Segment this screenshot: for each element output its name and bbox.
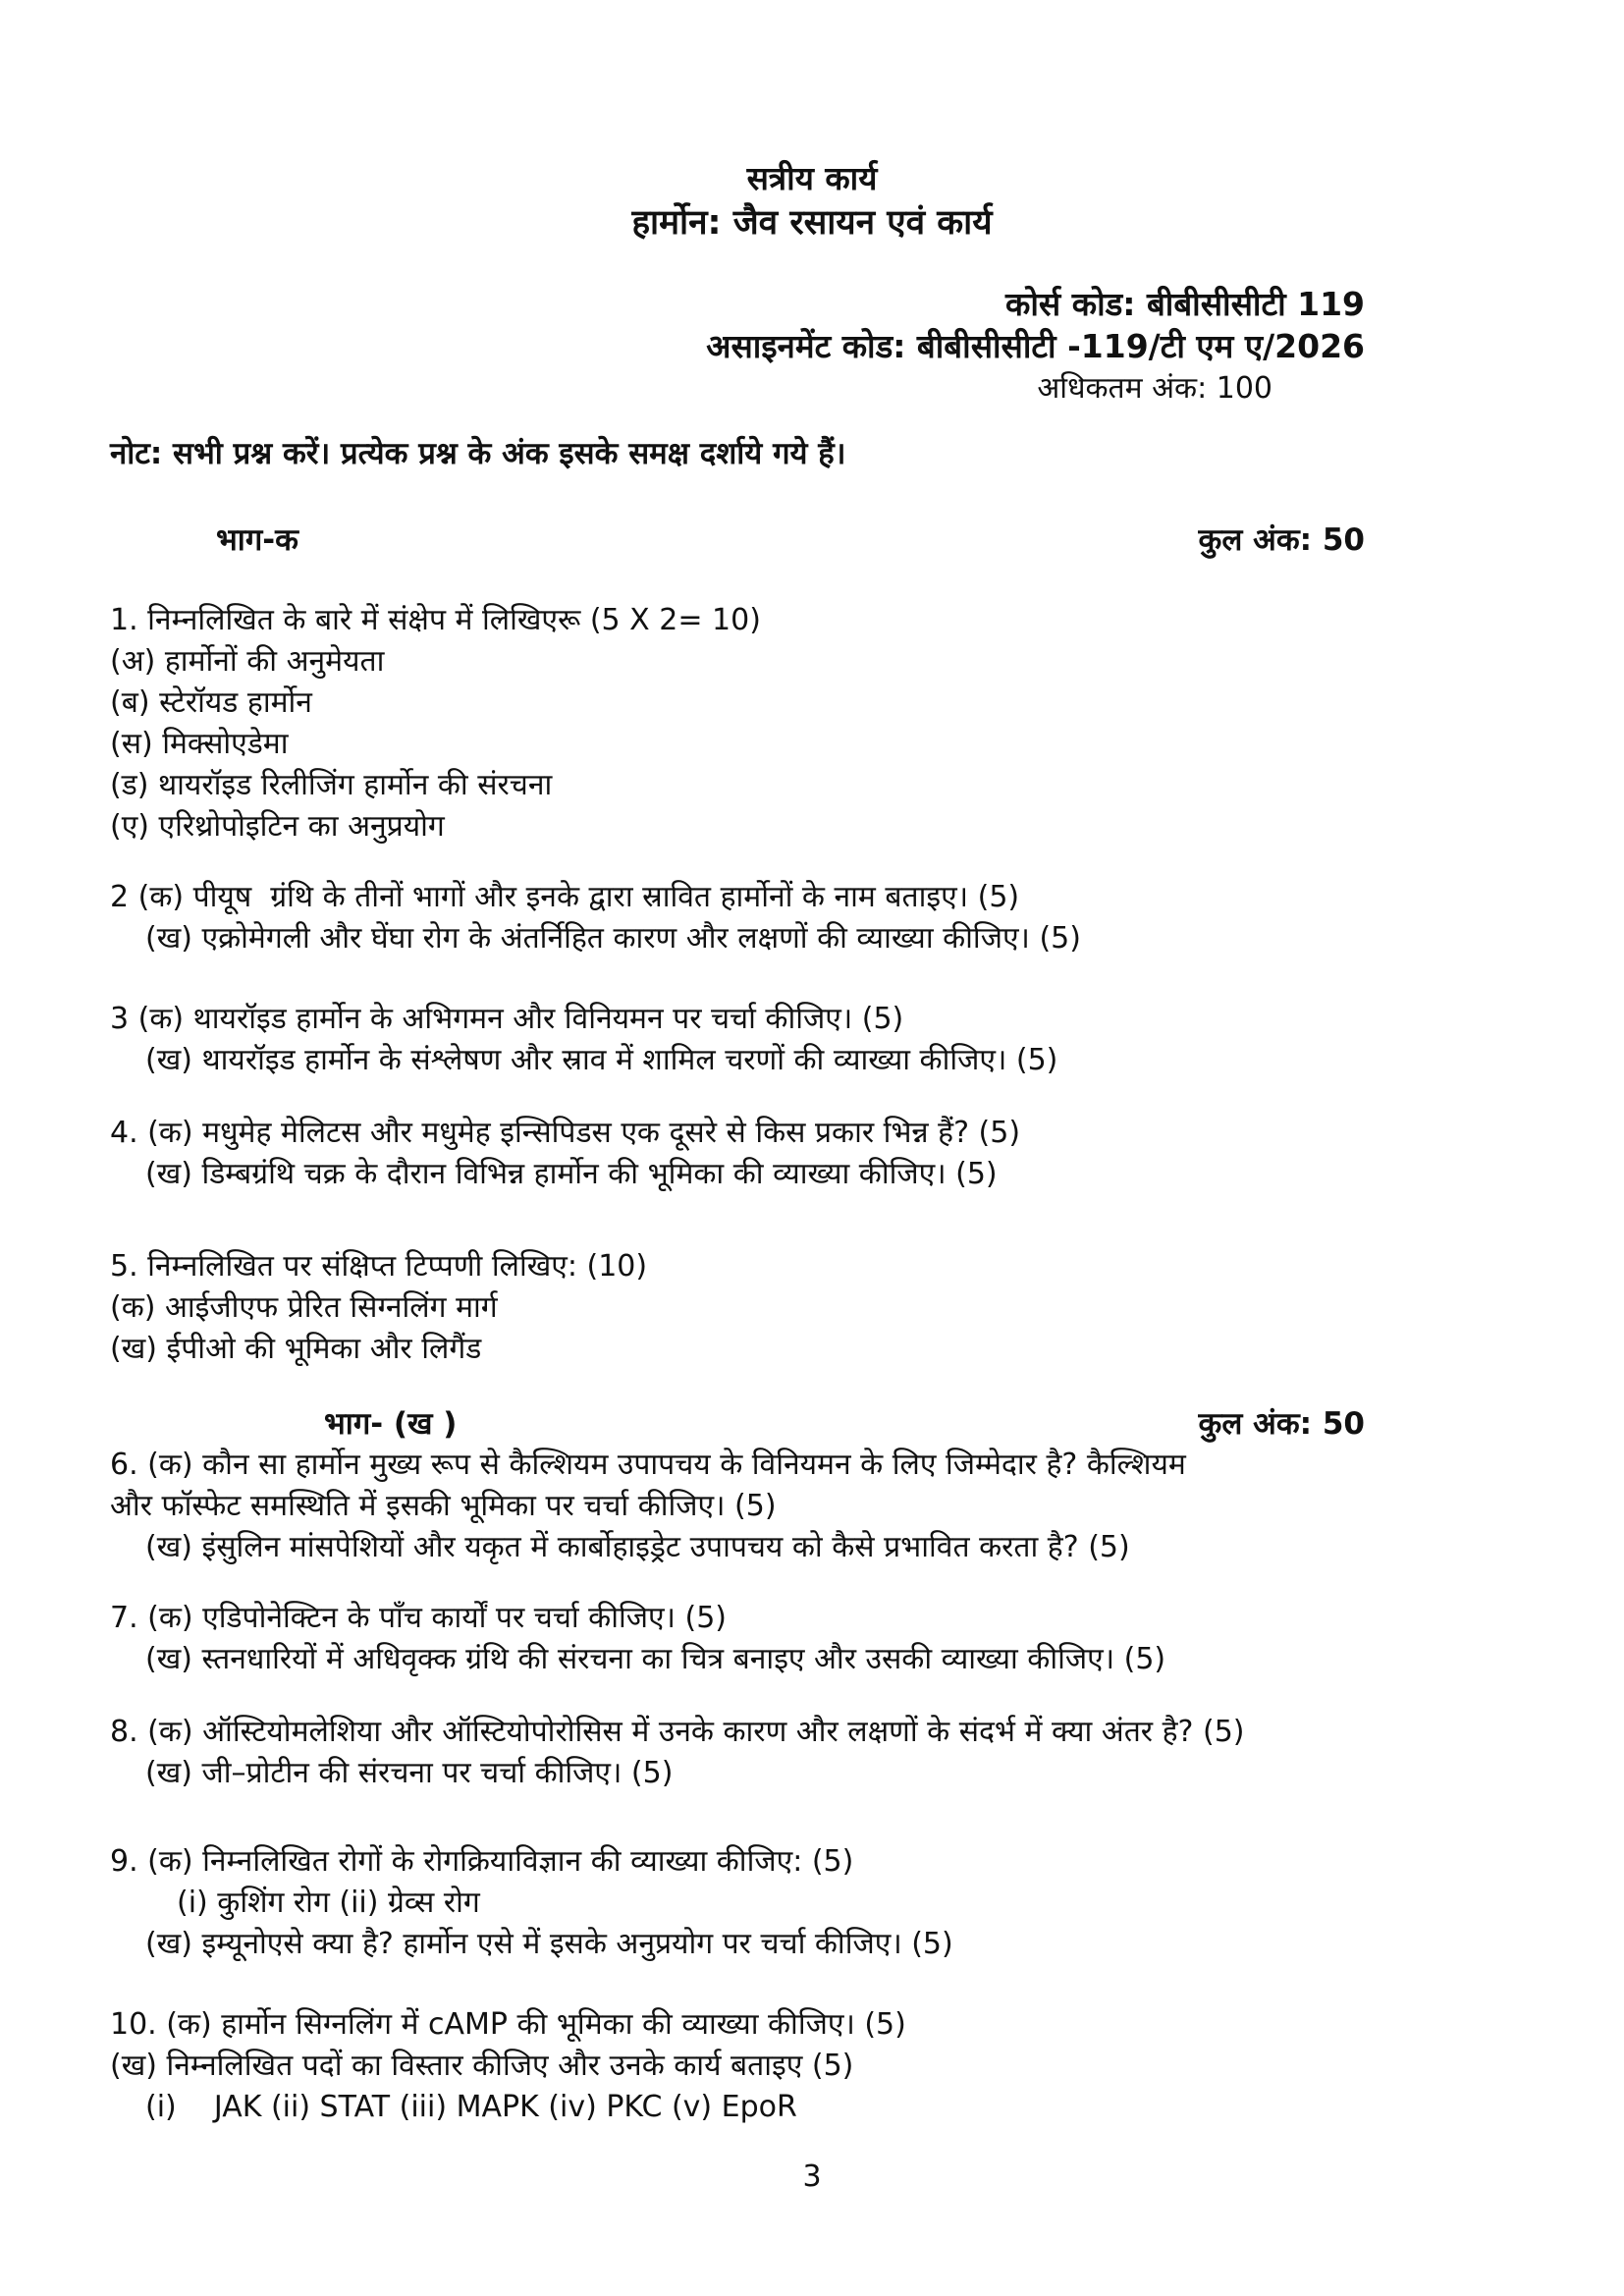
part-b-header bbox=[0, 1403, 1624, 1445]
question-1 bbox=[110, 600, 1565, 847]
questions-part-a bbox=[0, 600, 1624, 1370]
questions-part-b bbox=[0, 1445, 1624, 2128]
question-1-item-e: (ए) एरिथ्रोपोइटिन का अनुप्रयोग bbox=[110, 809, 445, 844]
question-5 bbox=[110, 1246, 1565, 1370]
question-6a-line2: और फॉस्फेट समस्थिति में इसकी भूमिका पर चर्चा कीजिए। (5) bbox=[110, 1489, 777, 1523]
document-title: सत्रीय कार्य bbox=[746, 159, 878, 197]
part-b-total-marks: कुल अंक: 50 bbox=[1198, 1406, 1365, 1442]
question-9a-items: (i) कुशिंग रोग (ii) ग्रेव्स रोग bbox=[177, 1886, 480, 1920]
codes-block bbox=[0, 283, 1365, 410]
question-9a: 9. (क) निम्नलिखित रोगों के रोगक्रियाविज्ञान की व्याख्या कीजिए: (5) bbox=[110, 1844, 854, 1879]
question-8a: 8. (क) ऑस्टियोमलेशिया और ऑस्टियोपोरोसिस में उनके कारण और लक्षणों के संदर्भ में क्या अंतर है? (5) bbox=[110, 1715, 1245, 1749]
question-1-item-d: (ड) थायरॉइड रिलीजिंग हार्मोन की संरचना bbox=[110, 768, 553, 802]
part-a-header bbox=[0, 519, 1624, 561]
course-code: कोर्स कोड: बीबीसीसीटी 119 bbox=[1005, 285, 1365, 323]
question-2b: (ख) एक्रोमेगली और घेंघा रोग के अंतर्निहित कारण और लक्षणों की व्याख्या कीजिए। (5) bbox=[145, 921, 1081, 956]
question-10a: 10. (क) हार्मोन सिग्नलिंग में cAMP की भूमिका की व्याख्या कीजिए। (5) bbox=[110, 2007, 906, 2042]
question-4 bbox=[110, 1113, 1565, 1195]
question-3a: 3 (क) थायरॉइड हार्मोन के अभिगमन और विनियमन पर चर्चा कीजिए। (5) bbox=[110, 1002, 904, 1036]
question-2 bbox=[110, 877, 1565, 959]
question-6b: (ख) इंसुलिन मांसपेशियों और यकृत में कार्बोहाइड्रेट उपापचय को कैसे प्रभावित करता है? (5) bbox=[145, 1530, 1130, 1564]
question-1-item-c: (स) मिक्सोएडेमा bbox=[110, 727, 289, 761]
question-10b-items: (i) JAK (ii) STAT (iii) MAPK (iv) PKC (v) EpoR bbox=[145, 2090, 797, 2124]
question-5-item-b: (ख) ईपीओ की भूमिका और लिगैंड bbox=[110, 1332, 482, 1366]
question-4b: (ख) डिम्बग्रंथि चक्र के दौरान विभिन्न हार्मोन की भूमिका की व्याख्या कीजिए। (5) bbox=[145, 1157, 998, 1191]
assignment-code: असाइनमेंट कोड: बीबीसीसीटी -119/टी एम ए/2026 bbox=[706, 327, 1365, 365]
question-6a-line1: 6. (क) कौन सा हार्मोन मुख्य रूप से कैल्शियम उपापचय के विनियमन के लिए जिम्मेदार है? कैल्शियम bbox=[110, 1448, 1186, 1482]
question-4a: 4. (क) मधुमेह मेलिटस और मधुमेह इन्सिपिडस एक दूसरे से किस प्रकार भिन्न हैं? (5) bbox=[110, 1116, 1021, 1150]
question-9b: (ख) इम्यूनोएसे क्या है? हार्मोन एसे में इसके अनुप्रयोग पर चर्चा कीजिए। (5) bbox=[145, 1927, 953, 1961]
question-7 bbox=[110, 1598, 1565, 1680]
question-8b: (ख) जी–प्रोटीन की संरचना पर चर्चा कीजिए। (5) bbox=[145, 1756, 674, 1790]
question-3b: (ख) थायरॉइड हार्मोन के संश्लेषण और स्राव में शामिल चरणों की व्याख्या कीजिए। (5) bbox=[145, 1043, 1058, 1077]
max-marks: अधिकतम अंक: 100 bbox=[1037, 371, 1272, 406]
question-2a: 2 (क) पीयूष ग्रंथि के तीनों भागों और इनके द्वारा स्रावित हार्मोनों के नाम बताइए। (5) bbox=[110, 880, 1020, 914]
question-1-intro: 1. निम्नलिखित के बारे में संक्षेप में लिखिएरू (5 X 2= 10) bbox=[110, 603, 761, 637]
question-6 bbox=[110, 1445, 1565, 1568]
question-1-item-a: (अ) हार्मोनों की अनुमेयता bbox=[110, 644, 385, 679]
question-9 bbox=[110, 1841, 1565, 1965]
question-5-item-a: (क) आईजीएफ प्रेरित सिग्नलिंग मार्ग bbox=[110, 1290, 498, 1325]
document-header bbox=[0, 0, 1624, 246]
page-number: 3 bbox=[802, 2159, 822, 2194]
note: नोट: सभी प्रश्न करें। प्रत्येक प्रश्न के अंक इसके समक्ष दर्शाये गये हैं। bbox=[110, 436, 846, 471]
question-7a: 7. (क) एडिपोनेक्टिन के पाँच कार्यों पर चर्चा कीजिए। (5) bbox=[110, 1601, 728, 1635]
part-a-label: भाग-क bbox=[216, 522, 298, 558]
question-1-item-b: (ब) स्टेरॉयड हार्मोन bbox=[110, 685, 312, 720]
question-5-intro: 5. निम्नलिखित पर संक्षिप्त टिप्पणी लिखिए: (10) bbox=[110, 1249, 648, 1284]
part-b-label: भाग- (ख ) bbox=[324, 1406, 458, 1442]
question-10 bbox=[110, 2004, 1565, 2128]
question-8 bbox=[110, 1712, 1565, 1794]
course-title: हार्मोन: जैव रसायन एवं कार्य bbox=[631, 203, 993, 243]
question-7b: (ख) स्तनधारियों में अधिवृक्क ग्रंथि की संरचना का चित्र बनाइए और उसकी व्याख्या कीजिए। (5) bbox=[145, 1642, 1166, 1676]
part-a-total-marks: कुल अंक: 50 bbox=[1198, 522, 1365, 558]
question-3 bbox=[110, 999, 1565, 1081]
question-10b: (ख) निम्नलिखित पदों का विस्तार कीजिए और उनके कार्य बताइए (5) bbox=[110, 2049, 854, 2083]
